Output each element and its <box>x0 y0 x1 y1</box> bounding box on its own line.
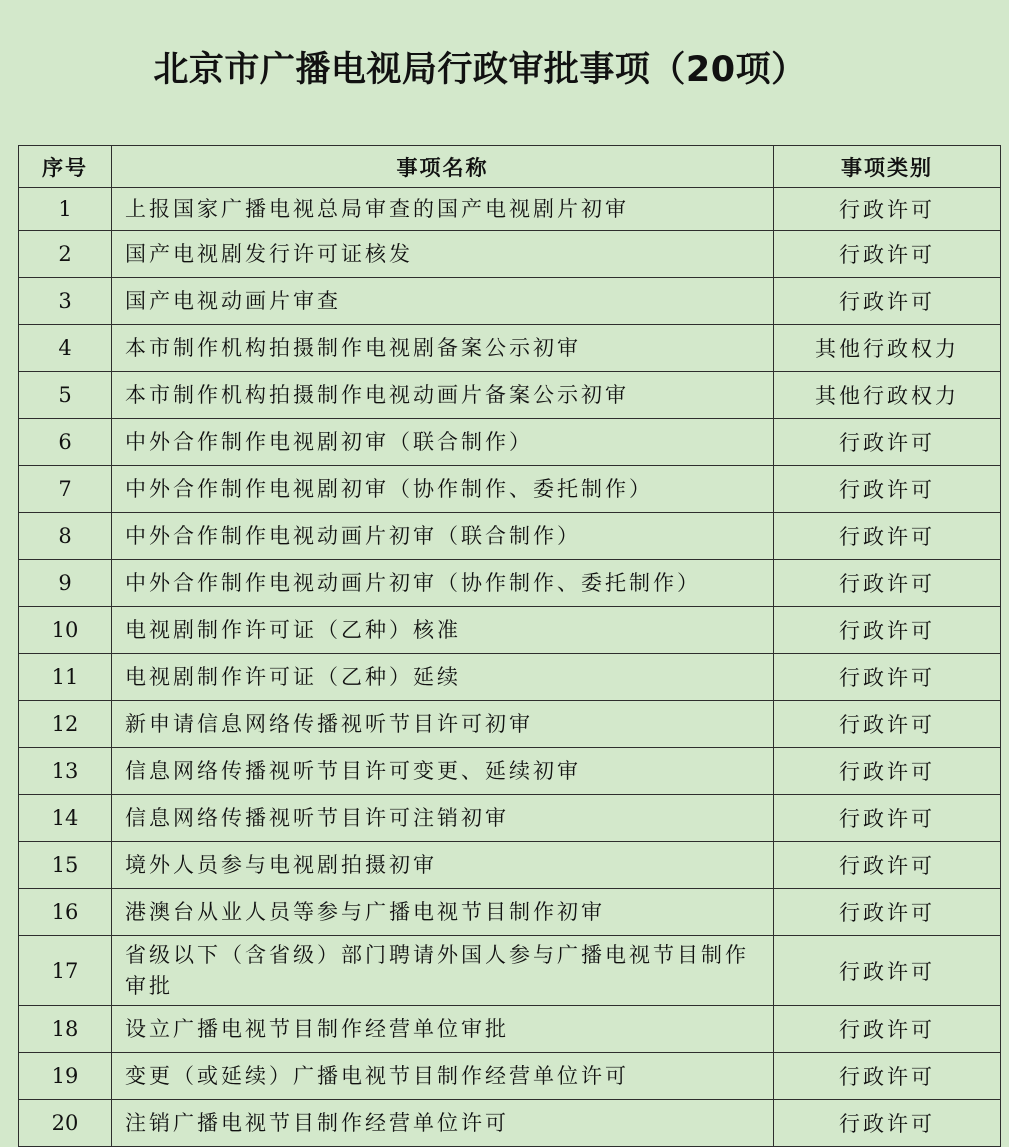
row-item-name: 中外合作制作电视动画片初审（联合制作） <box>112 513 774 560</box>
row-item-category: 行政许可 <box>774 188 1001 231</box>
table-row <box>19 231 1001 278</box>
row-item-name: 港澳台从业人员等参与广播电视节目制作初审 <box>112 889 774 936</box>
table-row <box>19 607 1001 654</box>
row-number: 19 <box>19 1053 112 1100</box>
table-row <box>19 419 1001 466</box>
row-number: 4 <box>19 325 112 372</box>
table-row <box>19 842 1001 889</box>
page-title: 北京市广播电视局行政审批事项（20项） <box>153 50 807 90</box>
row-item-name: 上报国家广播电视总局审查的国产电视剧片初审 <box>112 188 774 231</box>
row-item-category: 行政许可 <box>774 701 1001 748</box>
row-number: 6 <box>19 419 112 466</box>
table-row <box>19 795 1001 842</box>
row-item-name: 中外合作制作电视动画片初审（协作制作、委托制作） <box>112 560 774 607</box>
row-number: 3 <box>19 278 112 325</box>
row-item-name: 信息网络传播视听节目许可变更、延续初审 <box>112 748 774 795</box>
row-item-name: 本市制作机构拍摄制作电视剧备案公示初审 <box>112 325 774 372</box>
table-row <box>19 701 1001 748</box>
row-item-category: 行政许可 <box>774 419 1001 466</box>
row-item-name: 变更（或延续）广播电视节目制作经营单位许可 <box>112 1053 774 1100</box>
row-item-category: 行政许可 <box>774 654 1001 701</box>
row-number: 16 <box>19 889 112 936</box>
row-item-category: 行政许可 <box>774 560 1001 607</box>
header-item-name: 事项名称 <box>112 146 774 188</box>
row-item-name: 国产电视动画片审查 <box>112 278 774 325</box>
table-row <box>19 278 1001 325</box>
row-item-category: 行政许可 <box>774 842 1001 889</box>
row-item-category: 行政许可 <box>774 607 1001 654</box>
row-number: 9 <box>19 560 112 607</box>
row-number: 17 <box>19 936 112 1006</box>
row-number: 2 <box>19 231 112 278</box>
table-row <box>19 325 1001 372</box>
row-number: 13 <box>19 748 112 795</box>
row-item-name: 设立广播电视节目制作经营单位审批 <box>112 1006 774 1053</box>
table-row <box>19 513 1001 560</box>
row-item-name: 新申请信息网络传播视听节目许可初审 <box>112 701 774 748</box>
table-row <box>19 889 1001 936</box>
row-item-name: 电视剧制作许可证（乙种）核准 <box>112 607 774 654</box>
row-number: 15 <box>19 842 112 889</box>
row-item-category: 行政许可 <box>774 1053 1001 1100</box>
row-item-category: 行政许可 <box>774 466 1001 513</box>
table-row <box>19 1006 1001 1053</box>
row-item-category: 行政许可 <box>774 278 1001 325</box>
row-item-category: 行政许可 <box>774 1006 1001 1053</box>
row-item-category: 行政许可 <box>774 889 1001 936</box>
table-row <box>19 560 1001 607</box>
row-number: 20 <box>19 1100 112 1147</box>
row-item-category: 行政许可 <box>774 748 1001 795</box>
row-number: 18 <box>19 1006 112 1053</box>
row-item-category: 行政许可 <box>774 513 1001 560</box>
row-number: 11 <box>19 654 112 701</box>
row-number: 7 <box>19 466 112 513</box>
row-item-name: 境外人员参与电视剧拍摄初审 <box>112 842 774 889</box>
row-number: 8 <box>19 513 112 560</box>
table-row <box>19 748 1001 795</box>
table-row <box>19 936 1001 1006</box>
row-item-name: 国产电视剧发行许可证核发 <box>112 231 774 278</box>
row-number: 12 <box>19 701 112 748</box>
row-number: 1 <box>19 188 112 231</box>
table-row <box>19 1053 1001 1100</box>
row-item-category: 行政许可 <box>774 936 1001 1006</box>
table-row <box>19 654 1001 701</box>
header-serial-number: 序号 <box>19 146 112 188</box>
row-item-category: 行政许可 <box>774 231 1001 278</box>
row-number: 10 <box>19 607 112 654</box>
row-item-name: 中外合作制作电视剧初审（联合制作） <box>112 419 774 466</box>
table-row <box>19 466 1001 513</box>
row-item-name: 本市制作机构拍摄制作电视动画片备案公示初审 <box>112 372 774 419</box>
row-item-category: 行政许可 <box>774 795 1001 842</box>
header-item-category: 事项类别 <box>774 146 1001 188</box>
approval-items-table <box>18 145 1001 1147</box>
row-item-name: 中外合作制作电视剧初审（协作制作、委托制作） <box>112 466 774 513</box>
row-item-category: 其他行政权力 <box>774 325 1001 372</box>
row-item-name: 信息网络传播视听节目许可注销初审 <box>112 795 774 842</box>
table-header-row <box>19 146 1001 188</box>
row-item-name: 省级以下（含省级）部门聘请外国人参与广播电视节目制作审批 <box>112 936 774 1006</box>
row-item-name: 注销广播电视节目制作经营单位许可 <box>112 1100 774 1147</box>
row-number: 14 <box>19 795 112 842</box>
row-item-category: 行政许可 <box>774 1100 1001 1147</box>
row-number: 5 <box>19 372 112 419</box>
row-item-name: 电视剧制作许可证（乙种）延续 <box>112 654 774 701</box>
table-row <box>19 372 1001 419</box>
row-item-category: 其他行政权力 <box>774 372 1001 419</box>
table-row <box>19 1100 1001 1147</box>
table-row <box>19 188 1001 231</box>
